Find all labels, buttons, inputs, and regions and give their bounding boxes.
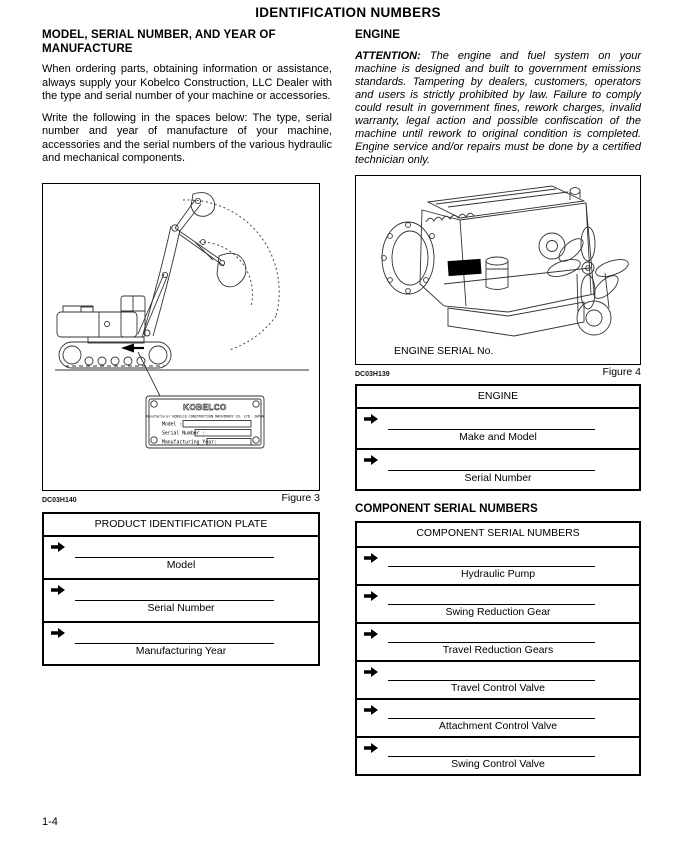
row-arrow-icon	[364, 629, 378, 639]
figure-4-engine-drawing	[355, 175, 641, 365]
right-column	[355, 28, 641, 776]
row-label: Travel Reduction Gears	[442, 643, 554, 656]
row-arrow-icon	[364, 553, 378, 563]
plate-manufacturer-text: Manufacturer KOBELCO CONSTRUCTION MACHINERY CO. LTD. JAPAN	[145, 414, 265, 419]
row-label: Attachment Control Valve	[438, 719, 558, 732]
figure-4-number: Figure 4	[602, 365, 641, 378]
figure-3-caption-row	[42, 492, 320, 504]
row-arrow-icon	[364, 591, 378, 601]
paragraph-ordering-parts: When ordering parts, obtaining information or assistance, always supply your Kobelco Construction, LLC Dealer with the type and serial number of your machine or accessories.	[42, 63, 332, 103]
section-heading-model-serial: MODEL, SERIAL NUMBER, AND YEAR OF MANUFACTURE	[42, 28, 276, 55]
table-row	[357, 584, 639, 622]
plate-field-serial: Serial Number :	[162, 431, 206, 437]
write-in-blank	[388, 566, 595, 567]
write-in-blank	[388, 604, 595, 605]
figure-3-number: Figure 3	[281, 491, 320, 504]
row-arrow-icon	[51, 628, 65, 638]
row-label: Swing Reduction Gear	[445, 605, 551, 618]
table-header: ENGINE	[477, 389, 519, 402]
product-identification-plate-table	[42, 512, 320, 666]
attention-paragraph	[355, 50, 641, 167]
table-row	[357, 622, 639, 660]
figure-3-excavator-drawing	[42, 183, 320, 491]
identification-plate-drawing	[146, 396, 264, 448]
row-arrow-icon	[364, 743, 378, 753]
row-arrow-icon	[51, 542, 65, 552]
section-heading-engine: ENGINE	[355, 28, 401, 41]
table-row	[357, 660, 639, 698]
two-column-layout	[42, 28, 696, 776]
write-in-blank	[75, 643, 274, 644]
figure-4-code: DC03H139	[355, 370, 390, 378]
table-row	[44, 578, 318, 621]
row-arrow-icon	[364, 705, 378, 715]
write-in-blank	[75, 557, 274, 558]
component-serial-numbers-table	[355, 521, 641, 776]
table-row	[44, 621, 318, 664]
paragraph-write-spaces: Write the following in the spaces below: The type, serial number and year of manufacture of your machine, accessories and the serial numbers of the various hydraulic and mechanical components.	[42, 111, 332, 165]
table-header: COMPONENT SERIAL NUMBERS	[416, 526, 580, 539]
serial-location-mark	[448, 259, 482, 276]
attention-body: The engine and fuel system on your machine is designed and built to government emissions standards. Tampering by dealers, customers, operators and users is strictly prohibited by law. Failure to comply could result in government fines, rework charges, invalid warranty, legal action and possible confiscation of the machine until rework to original condition is completed. Engine service and/or repairs must be done by a certified technician only.	[355, 49, 641, 166]
row-arrow-icon	[364, 414, 378, 424]
table-header: PRODUCT IDENTIFICATION PLATE	[94, 517, 268, 530]
row-label: Hydraulic Pump	[460, 567, 536, 580]
figure-3-code: DC03H140	[42, 496, 77, 504]
table-row	[357, 546, 639, 584]
engine-illustration	[356, 176, 638, 362]
write-in-blank	[75, 600, 274, 601]
write-in-blank	[388, 718, 595, 719]
row-label: Serial Number	[464, 471, 532, 484]
engine-serial-label: ENGINE SERIAL No.	[394, 344, 494, 357]
left-column	[42, 28, 332, 776]
row-arrow-icon	[51, 585, 65, 595]
row-label: Swing Control Valve	[451, 757, 545, 770]
plate-field-year: Manufacturing Year:	[162, 440, 217, 446]
row-arrow-icon	[364, 667, 378, 677]
row-label: Manufacturing Year	[135, 644, 227, 657]
write-in-blank	[388, 642, 595, 643]
section-heading-component-serial: COMPONENT SERIAL NUMBERS	[355, 501, 538, 515]
plate-brand-text: KOBELCO	[183, 402, 227, 412]
table-row	[357, 407, 639, 448]
row-label: Model	[166, 558, 196, 571]
table-row	[357, 698, 639, 736]
attention-label: ATTENTION:	[355, 49, 421, 62]
row-label: Make and Model	[459, 430, 537, 443]
row-label: Travel Control Valve	[451, 681, 545, 694]
excavator-illustration	[43, 184, 317, 488]
write-in-blank	[388, 429, 595, 430]
page-title: IDENTIFICATION NUMBERS	[255, 5, 441, 20]
figure-4-caption-row	[355, 366, 641, 378]
write-in-blank	[388, 756, 595, 757]
table-row	[357, 448, 639, 489]
table-row	[357, 736, 639, 774]
table-row	[44, 535, 318, 578]
plate-field-model: Model :	[162, 422, 183, 428]
row-label: Serial Number	[147, 601, 215, 614]
page-number: 1-4	[42, 816, 58, 828]
row-arrow-icon	[364, 455, 378, 465]
write-in-blank	[388, 680, 595, 681]
engine-table	[355, 384, 641, 491]
write-in-blank	[388, 470, 595, 471]
plate-location-arrow-icon	[121, 343, 134, 352]
